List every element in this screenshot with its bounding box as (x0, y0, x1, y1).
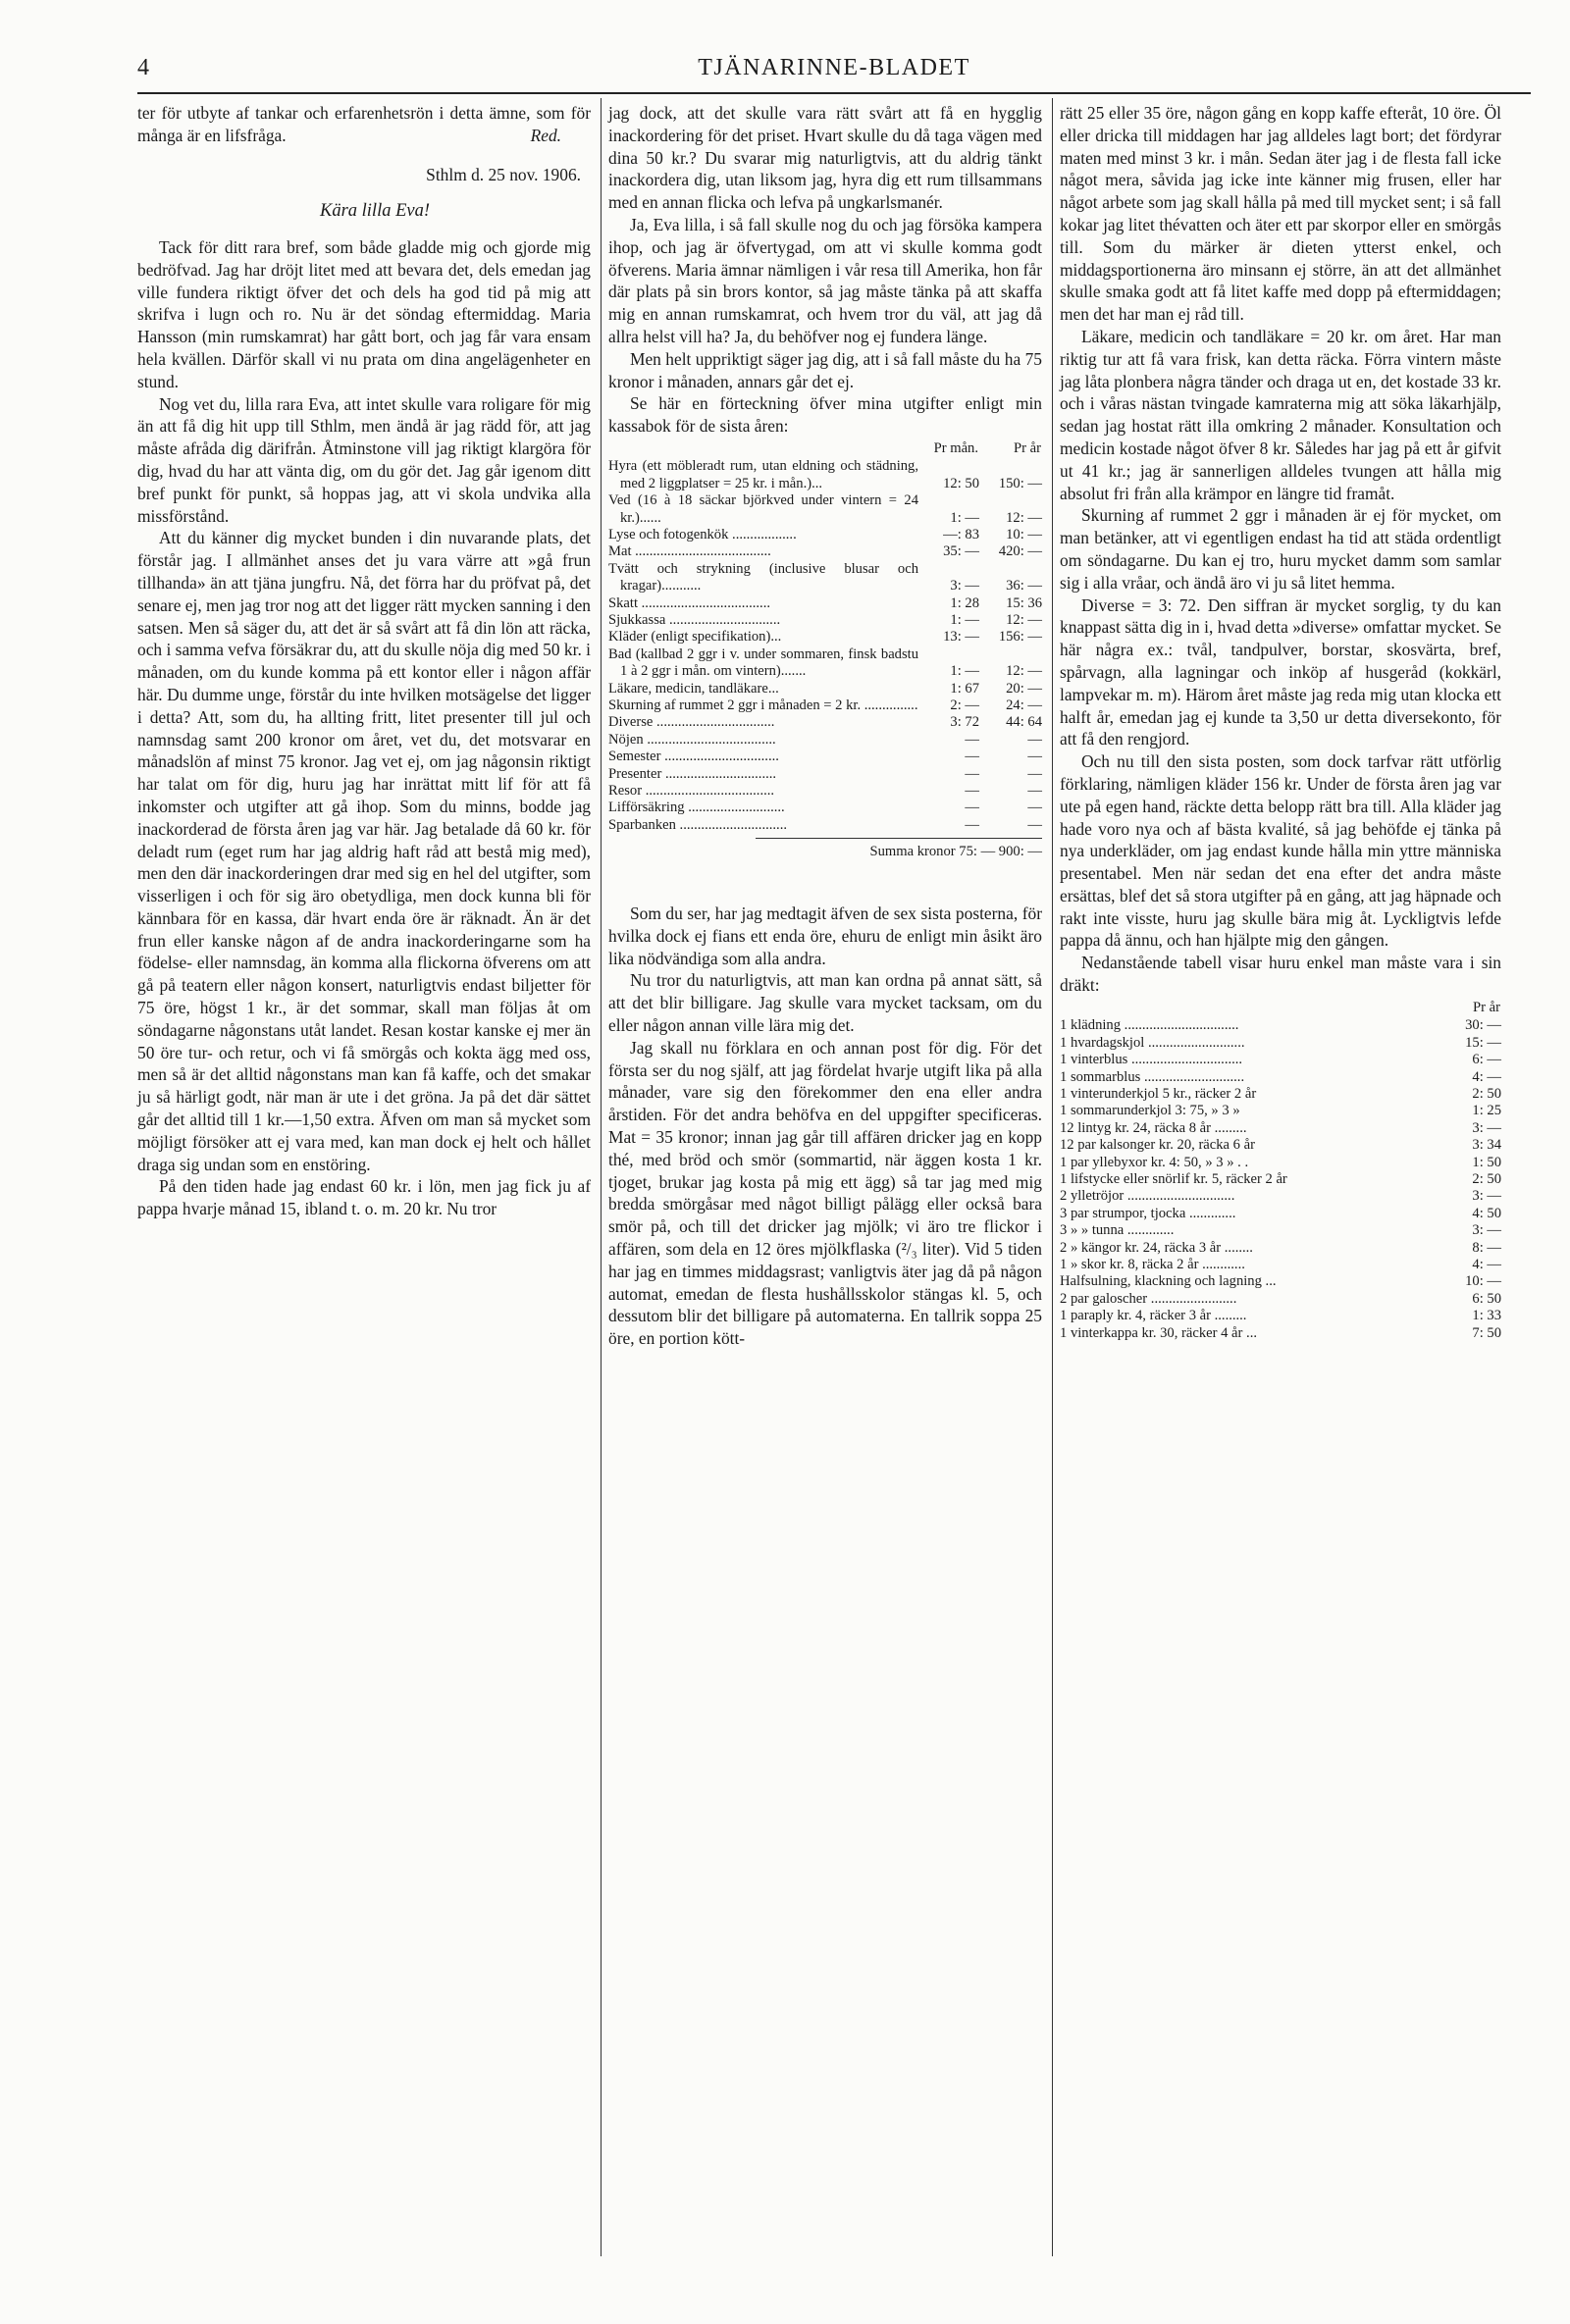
clothing-row (1060, 1103, 1501, 1119)
ledger-item-monthly: 3: 72 (950, 714, 979, 731)
ledger-item-label: Skatt .................................... (608, 594, 770, 611)
clothing-item-label: 1 vinterkappa kr. 30, räcker 4 år ... (1060, 1324, 1257, 1341)
ledger-row (608, 646, 1042, 681)
ledger-item-label: Bad (kallbad 2 ggr i v. under sommaren, finsk badstu 1 à 2 ggr i mån. om vintern)....... (608, 646, 918, 680)
ledger-row (608, 561, 1042, 595)
clothing-item-yearly: 3: — (1472, 1188, 1501, 1205)
expense-ledger (608, 439, 1042, 834)
clothing-row (1060, 1291, 1501, 1308)
paragraph: Skurning af rummet 2 ggr i månaden är ej för mycket, om man betänker, att vi egentligen endast ha tid att städa ordentligt om söndagarne. Du kan ej tro, huru mycket damm som samlar sig i alla vråar, och ändå äro vi ju så litet hemma. (1060, 505, 1501, 593)
ledger-item-yearly: 150: — (998, 475, 1042, 491)
ledger-item-yearly: 44: 64 (1006, 714, 1042, 731)
clothing-item-label: 12 par kalsonger kr. 20, räcka 6 år (1060, 1137, 1255, 1154)
clothing-item-yearly: 15: — (1465, 1034, 1501, 1051)
clothing-row (1060, 1240, 1501, 1257)
clothing-item-label: 1 sommarblus ............................ (1060, 1068, 1245, 1085)
ledger-item-label: Lyse och fotogenkök .................. (608, 526, 797, 542)
clothing-item-yearly: 1: 50 (1472, 1154, 1501, 1170)
clothing-row (1060, 1325, 1501, 1342)
ledger-item-label: Läkare, medicin, tandläkare... (608, 680, 779, 697)
ledger-item-label: Nöjen .................................... (608, 731, 776, 748)
ledger-item-yearly: — (1027, 783, 1042, 800)
letter-salutation: Kära lilla Eva! (319, 201, 431, 222)
ledger-item-monthly: 1: — (950, 509, 979, 526)
ledger-item-yearly: 12: — (1006, 663, 1042, 680)
clothing-row (1060, 1052, 1501, 1068)
ledger-item-yearly: — (1027, 731, 1042, 748)
clothing-header-yearly: Pr år (1473, 999, 1500, 1015)
ledger-item-monthly: — (965, 783, 979, 800)
clothing-item-label: 1 par yllebyxor kr. 4: 50, » 3 » . . (1060, 1154, 1249, 1170)
column-1 (137, 102, 591, 1220)
clothing-row (1060, 1171, 1501, 1188)
ledger-row (608, 681, 1042, 697)
ledger-item-monthly: 1: — (950, 612, 979, 629)
ledger-item-yearly: 15: 36 (1006, 594, 1042, 611)
column-divider-1 (601, 98, 602, 2256)
ledger-item-yearly: 20: — (1006, 680, 1042, 697)
ledger-item-monthly: — (965, 800, 979, 816)
clothing-item-label: 12 lintyg kr. 24, räcka 8 år ......... (1060, 1119, 1247, 1136)
ledger-header-monthly: Pr mån. (933, 439, 978, 456)
ledger-item-yearly: 156: — (998, 629, 1042, 646)
paragraph: Som du ser, har jag medtagit äfven de sex sista posterna, för hvilka dock ej fians ett enda öre, ehuru de enligt min åsikt äro lika nödvändiga som alla andra. (608, 904, 1042, 968)
clothing-row (1060, 1017, 1501, 1034)
paragraph: Men helt uppriktigt säger jag dig, att i så fall måste du ha 75 kronor i månaden, annars går det ej. (608, 348, 1042, 391)
paragraph: Att du känner dig mycket bunden i din nuvarande plats, det förstår jag. I allmänhet anses det ju vara värre att »gå frun tillhanda» än att tjäna jungfru. Nå, det förra har du pröfvat på, det senare ej, men jag tror nog att det ligger rätt mycken sanning i den satsen. Men så säger du, att det är så svårt att få din lön att räcka, och i samma vefva försäkrar du, att du skulle nöja dig med 50 kr. i månaden, om du kunde komma på ett kontor eller i någon affär här. Du dumme unge, förstår du inte hvilken motsägelse det ligger i detta? Att, som du, ha allting fritt, litet presenter till jul och namnsdag samt 200 kronor om året, vet du, det motsvarar en månadslön af minst 75 kronor. Jag vet ej, om jag någonsin riktigt har talat om för dig, huru jag har inrättat mitt lif för att få inkomster och utgifter att gå ihop. Som du minns, bodde jag inackorderad de första åren jag var här. Jag betalade då 60 kr. för deladt rum (eget rum har jag aldrig haft råd att bestå mig med), men den där inackorderingen drar med sig en hel del utgifter, som visserligen i och för sig äro obetydliga, men dock kunna bli för kännbara för en kassa, där hvart enda öre är räknadt. Än är det frun eller kanske någon af de andra inackorderingarne som ha födelse- eller namnsdag, än komma alla flickorna öfverens om att gå på teatern eller någon konsert, naturligtvis endast biljetter för 75 öre, högst 1 kr., är det sommar, skall man följas åt om söndagarne någonstans utåt landet. Resan kostar kanske ej mer än 50 öre tur- och retur, och vi få smörgås och kokta ägg med oss, men så är det alltid någonstans man kan få kaffe, och det smakar ju så härligt godt, när man är ute i det gröna. Ja på det där sättet går det alltid till 1 kr.—1,50 extra. Äfven om man så mycket som möjligt försöker att ej vara med, kan man dock ej helt och hållet draga sig undan som en enstöring. (137, 528, 591, 1174)
clothing-table (1060, 999, 1501, 1342)
clothing-row (1060, 1188, 1501, 1205)
ledger-item-monthly: 1: — (950, 663, 979, 680)
clothing-item-yearly: 7: 50 (1472, 1324, 1501, 1341)
ledger-item-label: Lifförsäkring ........................... (608, 800, 785, 816)
ledger-row (608, 732, 1042, 749)
ledger-item-yearly: 24: — (1006, 697, 1042, 714)
ledger-item-monthly: 12: 50 (943, 475, 979, 491)
ledger-item-label: Diverse ................................. (608, 714, 775, 731)
column-divider-2 (1052, 98, 1053, 2256)
paragraph: rätt 25 eller 35 öre, någon gång en kopp kaffe efteråt, 10 öre. Öl eller dricka till middagen har jag alldeles lagt bort; det fördyrar maten med minst 3 kr. i mån. Sedan äter jag i de flesta fall icke något mera, såvida jag icke inte känner mig frusen, eller har något arbete som jag skall hålla på med till mycket sent; i så fall kokar jag litet thévatten och äter ett par skorpor eller en smörgås till. Som du märker är dieten ytterst enkel, och middagsportionerna äro minsann ej större, än att det allmänhet skulle smaka godt att få litet kaffe med dopp på eftermiddagen; men det har man ej råd till. (1060, 103, 1501, 325)
ledger-row (608, 749, 1042, 765)
column-2 (608, 102, 1042, 1350)
paragraph: Nog vet du, lilla rara Eva, att intet skulle vara roligare för mig än att få dig hit upp till Sthlm, men ändå är jag rädd för, att jag måste afråda dig därifrån. Åtminstone vill jag riktigt klargöra för dig, hvad du har att vänta dig, om du gör det. Jag går igenom ditt bref punkt för punkt, så hoppas jag, att vi skola undvika alla missförstånd. (137, 393, 591, 526)
ledger-item-yearly: — (1027, 800, 1042, 816)
ledger-item-yearly: — (1027, 749, 1042, 765)
ledger-row (608, 612, 1042, 629)
ledger-row (608, 492, 1042, 527)
editor-note: ter för utbyte af tankar och erfarenhetsrön i detta ämne, som för många är en lifsfråga. (137, 103, 591, 145)
clothing-item-label: 2 par galoscher ........................ (1060, 1290, 1237, 1307)
ledger-item-monthly: 2: — (950, 697, 979, 714)
paragraph: Läkare, medicin och tandläkare = 20 kr. om året. Har man riktig tur att få vara frisk, kan detta räcka. Förra vintern måste jag låta plonbera några tänder och draga ut en, det kostade 33 kr. och i våras nästan tvingade kamraterna mig att söka läkarhjälp, sedan jag hostat rätt illa omkring 2 månader. Konsultation och medicin kostade något öfver 8 kr. Således har jag på ett år gifvit ut 41 kr.; jag är sannerligen alldeles tvungen att hålla mig absolut fri från alla krämpor en längre tid framåt. (1060, 326, 1501, 503)
ledger-item-monthly: 3: — (950, 578, 979, 594)
clothing-item-yearly: 1: 33 (1472, 1308, 1501, 1324)
ledger-item-label: Sparbanken .............................. (608, 816, 787, 833)
ledger-item-monthly: 13: — (943, 629, 979, 646)
paragraph: Och nu till den sista posten, som dock tarfvar rätt utförlig förklaring, nämligen kläder 156 kr. Under de första åren jag var ute på egen hand, räckte detta belopp rätt bra till. Alla kläder jag hade voro nya och af bästa kvalité, så jag behöfde ej tänka på nya underkläder, om jag endast kunde hålla min yttre människa presentabel. Men när sedan det ena efter det andra måste ersättas, blef det så stora utgifter på en gång, att jag häpnade och rakt inte visste, huru jag skulle bära mig åt. Lyckligtvis lefde pappa då ännu, och han hjälpte mig den gången. (1060, 751, 1501, 951)
ledger-item-yearly: 36: — (1006, 578, 1042, 594)
clothing-item-label: 2 ylletröjor .............................. (1060, 1188, 1235, 1205)
ledger-item-monthly: — (965, 816, 979, 833)
paragraph: Diverse = 3: 72. Den siffran är mycket sorglig, ty du kan knappast sätta dig in i, hvad detta »diverse» omfattar mycket. Se här några ex.: tvål, tandpulver, borstar, skosvärta, bref, spårvagn, alla lagningar och inköp af husgeråd (kokkärl, lampvekar m. m). Härom året måste jag reda mig utan klocka ett halft år, emedan jag ej kunde ta 3,50 ur detta diversekonto, för att få den rengjord. (1060, 594, 1501, 749)
ledger-row (608, 817, 1042, 834)
page-header (137, 51, 1531, 90)
clothing-row (1060, 1120, 1501, 1137)
letter-dateline: Sthlm d. 25 nov. 1906. (426, 165, 581, 185)
ledger-item-label: Resor .................................... (608, 783, 775, 800)
clothing-item-label: 1 lifstycke eller snörlif kr. 5, räcker 2 år (1060, 1170, 1287, 1187)
ledger-item-yearly: 12: — (1006, 509, 1042, 526)
ledger-item-monthly: —: 83 (943, 526, 979, 542)
ledger-item-label: Presenter ............................... (608, 765, 777, 782)
ledger-row (608, 800, 1042, 816)
clothing-item-yearly: 2: 50 (1472, 1085, 1501, 1102)
paragraph: Se här en förteckning öfver mina utgifter enligt min kassabok för de sista åren: (608, 393, 1042, 437)
clothing-item-label: 1 vinterunderkjol 5 kr., räcker 2 år (1060, 1085, 1257, 1102)
clothing-item-yearly: 4: — (1472, 1068, 1501, 1085)
clothing-row (1060, 1206, 1501, 1222)
publication-title: TJÄNARINNE-BLADET (698, 55, 970, 80)
ledger-item-label: Kläder (enligt specifikation)... (608, 629, 782, 646)
ledger-item-label: Ved (16 à 18 säckar björkved under vintern = 24 kr.)...... (608, 492, 918, 526)
ledger-row (608, 714, 1042, 731)
clothing-table-header (1060, 999, 1501, 1017)
clothing-row (1060, 1069, 1501, 1086)
clothing-item-label: 1 » skor kr. 8, räcka 2 år ............ (1060, 1256, 1245, 1272)
clothing-item-yearly: 2: 50 (1472, 1170, 1501, 1187)
ledger-row (608, 783, 1042, 800)
clothing-item-label: 1 paraply kr. 4, räcker 3 år ......... (1060, 1308, 1247, 1324)
ledger-row (608, 766, 1042, 783)
clothing-item-yearly: 30: — (1465, 1017, 1501, 1034)
ledger-item-label: Skurning af rummet 2 ggr i månaden = 2 kr. ............... (608, 697, 918, 714)
ledger-item-yearly: — (1027, 816, 1042, 833)
column-3 (1060, 102, 1501, 1342)
ledger-item-yearly: 12: — (1006, 612, 1042, 629)
clothing-item-yearly: 8: — (1472, 1239, 1501, 1256)
paragraph: Tack för ditt rara bref, som både gladde mig och gjorde mig bedröfvad. Jag har dröjt litet med att bevara det, dels emedan jag ville fundera riktigt öfver det och dels ha god tid på mig att skrifva i lugn och ro. Nu är det söndag eftermiddag. Maria Hansson (min rumskamrat) har gått bort, och jag får vara ensam hela kvällen. Därför skall vi nu prata om dina angelägenheter en stund. (137, 236, 591, 391)
clothing-item-yearly: 4: 50 (1472, 1205, 1501, 1221)
clothing-row (1060, 1086, 1501, 1103)
ledger-item-monthly: 1: 67 (950, 680, 979, 697)
clothing-item-yearly: 3: 34 (1472, 1137, 1501, 1154)
clothing-item-label: 1 klädning ................................ (1060, 1017, 1239, 1034)
clothing-item-yearly: 3: — (1472, 1119, 1501, 1136)
ledger-item-monthly: — (965, 749, 979, 765)
ledger-item-yearly: 420: — (998, 543, 1042, 560)
page-number: 4 (137, 55, 149, 80)
clothing-item-label: Halfsulning, klackning och lagning ... (1060, 1273, 1277, 1290)
ledger-item-label: Semester ................................ (608, 749, 779, 765)
ledger-item-yearly: 10: — (1006, 526, 1042, 542)
ledger-row (608, 697, 1042, 714)
clothing-row (1060, 1273, 1501, 1290)
ledger-item-monthly: 1: 28 (950, 594, 979, 611)
paragraph: jag dock, att det skulle vara rätt svårt att få en hygglig inackordering för det priset. Hvart skulle du då taga vägen med dina 50 kr.? Du svarar mig naturligtvis, att du aldrig tänkt inackordera dig, utan liksom jag, hyra dig ett rum tillsammans med en annan flicka och lefva på ungkarlsmanér. (608, 103, 1042, 213)
clothing-item-yearly: 3: — (1472, 1222, 1501, 1239)
ledger-item-label: Mat ...................................... (608, 543, 771, 560)
ledger-item-yearly: — (1027, 765, 1042, 782)
ledger-item-monthly: — (965, 765, 979, 782)
ledger-item-label: Tvätt och strykning (inclusive blusar och kragar)........... (608, 560, 918, 594)
paragraph: Nu tror du naturligtvis, att man kan ordna på annat sätt, så att det blir billigare. Jag skulle vara mycket tacksam, om du eller någon annan ville lära mig det. (608, 970, 1042, 1036)
ledger-sum: Summa kronor 75: — 900: — (869, 844, 1042, 860)
paragraph: Nedanstående tabell visar huru enkel man måste vara i sin dräkt: (1060, 953, 1501, 996)
ledger-item-label: Hyra (ett möbleradt rum, utan eldning och städning, med 2 liggplatser = 25 kr. i mån.)... (608, 458, 918, 491)
ledger-row (608, 595, 1042, 612)
clothing-item-yearly: 6: — (1472, 1052, 1501, 1068)
clothing-item-label: 1 sommarunderkjol 3: 75, » 3 » (1060, 1103, 1240, 1119)
clothing-row (1060, 1257, 1501, 1273)
paragraph: Ja, Eva lilla, i så fall skulle nog du och jag försöka kampera ihop, och jag är öfvertygad, om att vi skulle komma godt öfverens. Maria ämnar nämligen i vår resa till Amerika, hon får där plats på sin brors kontor, så jag måste tänka på att skaffa mig en annan rumskamrat, och hvem tror du väl, att jag då allra helst vill ha? Ja, du behöfver nog ej fundera länge. (608, 214, 1042, 346)
ledger-header (608, 439, 1042, 458)
clothing-item-label: 1 vinterblus ............................... (1060, 1052, 1243, 1068)
paragraph: På den tiden hade jag endast 60 kr. i lön, men jag fick ju af pappa hvarje månad 15, ibland t. o. m. 20 kr. Nu tror (137, 1176, 591, 1219)
clothing-item-label: 3 » » tunna ............. (1060, 1222, 1175, 1239)
editor-signature: Red. (530, 125, 561, 145)
ledger-header-yearly: Pr år (1014, 439, 1041, 456)
clothing-row (1060, 1137, 1501, 1154)
clothing-item-yearly: 6: 50 (1472, 1290, 1501, 1307)
clothing-item-label: 3 par strumpor, tjocka ............. (1060, 1205, 1236, 1221)
clothing-item-yearly: 10: — (1465, 1273, 1501, 1290)
ledger-row (608, 629, 1042, 646)
clothing-row (1060, 1035, 1501, 1052)
clothing-item-yearly: 1: 25 (1472, 1103, 1501, 1119)
ledger-row (608, 458, 1042, 492)
clothing-row (1060, 1308, 1501, 1324)
ledger-row (608, 543, 1042, 560)
paragraph: Jag skall nu förklara en och annan post för dig. För det första ser du nog själf, att jag fördelat hvarje utgift lika på alla månader, vare sig den förekommer den ena eller andra årstiden. För det andra behöfva en del uppgifter specificeras. Mat = 35 kronor; innan jag går till affären dricker jag en kopp thé, med bröd och smör (sommartid, när äggen kosta 1 kr. tjoget, brukar jag kosta på mig ett ägg) så tar jag med mig bredda smörgåsar med något billigt pålägg eller också bara smör på, och till det dricker jag mjölk; vi äro tre flickor i affären, som dela en 12 öres mjölkflaska (²/₃ liter). Vid 5 tiden har jag en timmes middagsrast; vanligtvis äter jag då på någon automat, emedan de flesta hushållsskolor stängas kl. 5, och dessutom blir det billigare på automaterna. En tallrik soppa 25 öre, en portion kött- (608, 1037, 1042, 1349)
clothing-item-yearly: 4: — (1472, 1256, 1501, 1272)
ledger-item-monthly: 35: — (943, 543, 979, 560)
ledger-item-label: Sjukkassa ............................... (608, 612, 781, 629)
clothing-item-label: 2 » kängor kr. 24, räcka 3 år ........ (1060, 1239, 1253, 1256)
ledger-item-monthly: — (965, 731, 979, 748)
ledger-row (608, 527, 1042, 543)
clothing-row (1060, 1155, 1501, 1171)
clothing-row (1060, 1222, 1501, 1239)
header-rule (137, 92, 1531, 94)
clothing-item-label: 1 hvardagskjol ........................... (1060, 1034, 1245, 1051)
